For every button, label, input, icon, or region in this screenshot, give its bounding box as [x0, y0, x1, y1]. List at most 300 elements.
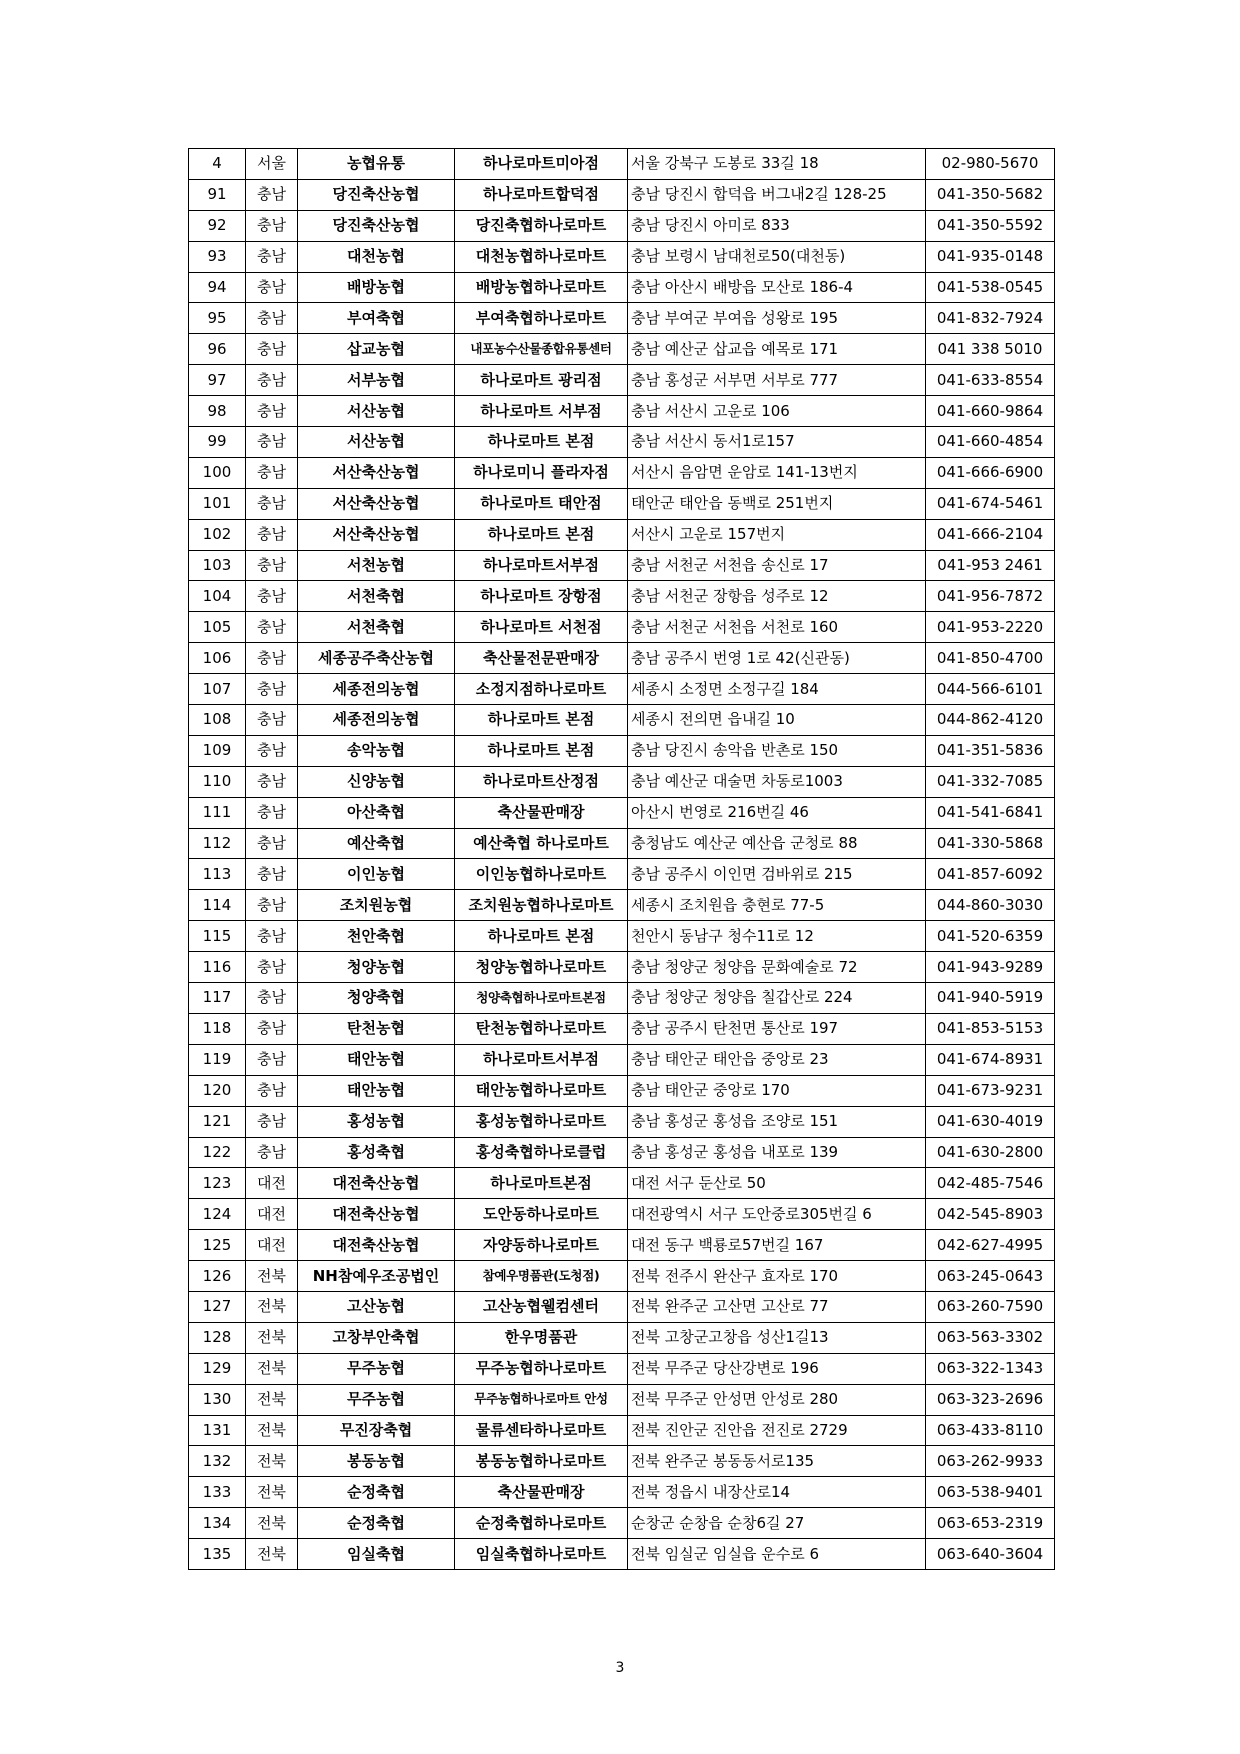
region-cell: 충남: [246, 303, 298, 334]
row-number: 95: [189, 303, 246, 334]
association-cell: 서산축산농협: [298, 519, 455, 550]
address-cell: 세종시 전의면 읍내길 10: [628, 705, 926, 736]
phone-cell: 044-860-3030: [926, 890, 1055, 921]
store-name-cell: 하나로마트 본점: [455, 427, 628, 458]
store-name-cell: 예산축협 하나로마트: [455, 828, 628, 859]
region-cell: 전북: [246, 1508, 298, 1539]
region-cell: 충남: [246, 1137, 298, 1168]
table-row: [189, 519, 1055, 550]
store-name-cell: 당진축협하나로마트: [455, 210, 628, 241]
association-cell: 삽교농협: [298, 334, 455, 365]
store-name-cell: 청양축협하나로마트본점: [455, 983, 628, 1014]
table-row: [189, 952, 1055, 983]
association-cell: 세종전의농협: [298, 674, 455, 705]
region-cell: 충남: [246, 241, 298, 272]
association-cell: 서천축협: [298, 612, 455, 643]
association-cell: 세종전의농협: [298, 705, 455, 736]
store-name-cell: 축산물판매장: [455, 1477, 628, 1508]
phone-cell: 041-350-5592: [926, 210, 1055, 241]
store-name-cell: 자양동하나로마트: [455, 1230, 628, 1261]
address-cell: 전북 완주군 고산면 고산로 77: [628, 1291, 926, 1322]
row-number: 129: [189, 1353, 246, 1384]
address-cell: 충남 공주시 탄천면 통산로 197: [628, 1013, 926, 1044]
table-row: [189, 1322, 1055, 1353]
store-name-cell: 하나로마트 장항점: [455, 581, 628, 612]
table-row: [189, 797, 1055, 828]
association-cell: 서천축협: [298, 581, 455, 612]
store-name-cell: 하나로마트 본점: [455, 705, 628, 736]
row-number: 97: [189, 365, 246, 396]
page-number: 3: [615, 1660, 625, 1676]
row-number: 118: [189, 1013, 246, 1044]
table-row: [189, 735, 1055, 766]
table-row: [189, 427, 1055, 458]
region-cell: 충남: [246, 612, 298, 643]
address-cell: 충남 보령시 남대천로50(대천동): [628, 241, 926, 272]
region-cell: 충남: [246, 766, 298, 797]
address-cell: 아산시 번영로 216번길 46: [628, 797, 926, 828]
store-name-cell: 홍성농협하나로마트: [455, 1106, 628, 1137]
table-row: [189, 643, 1055, 674]
association-cell: 서천농협: [298, 550, 455, 581]
table-row: [189, 1199, 1055, 1230]
table-row: [189, 1446, 1055, 1477]
phone-cell: 02-980-5670: [926, 149, 1055, 180]
store-name-cell: 하나로마트미아점: [455, 149, 628, 180]
table-row: [189, 1384, 1055, 1415]
table-row: [189, 581, 1055, 612]
row-number: 110: [189, 766, 246, 797]
phone-cell: 041-674-8931: [926, 1044, 1055, 1075]
region-cell: 전북: [246, 1415, 298, 1446]
phone-cell: 063-245-0643: [926, 1261, 1055, 1292]
address-cell: 충남 홍성군 홍성읍 조양로 151: [628, 1106, 926, 1137]
address-cell: 충남 태안군 중앙로 170: [628, 1075, 926, 1106]
store-name-cell: 소정지점하나로마트: [455, 674, 628, 705]
store-name-cell: 조치원농협하나로마트: [455, 890, 628, 921]
phone-cell: 041-943-9289: [926, 952, 1055, 983]
store-name-cell: 하나로미니 플라자점: [455, 457, 628, 488]
row-number: 130: [189, 1384, 246, 1415]
phone-cell: 063-260-7590: [926, 1291, 1055, 1322]
table-row: [189, 859, 1055, 890]
association-cell: 대전축산농협: [298, 1168, 455, 1199]
address-cell: 세종시 조치원읍 충현로 77-5: [628, 890, 926, 921]
table-row: [189, 1415, 1055, 1446]
phone-cell: 041-350-5682: [926, 179, 1055, 210]
association-cell: 세종공주축산농협: [298, 643, 455, 674]
address-cell: 대전 서구 둔산로 50: [628, 1168, 926, 1199]
phone-cell: 041-956-7872: [926, 581, 1055, 612]
region-cell: 전북: [246, 1261, 298, 1292]
region-cell: 충남: [246, 1044, 298, 1075]
row-number: 131: [189, 1415, 246, 1446]
row-number: 96: [189, 334, 246, 365]
association-cell: 홍성축협: [298, 1137, 455, 1168]
association-cell: 고산농협: [298, 1291, 455, 1322]
address-cell: 충남 당진시 송악읍 반촌로 150: [628, 735, 926, 766]
store-name-cell: 물류센타하나로마트: [455, 1415, 628, 1446]
row-number: 109: [189, 735, 246, 766]
association-cell: 당진축산농협: [298, 179, 455, 210]
table-row: [189, 1539, 1055, 1570]
region-cell: 충남: [246, 457, 298, 488]
row-number: 117: [189, 983, 246, 1014]
region-cell: 전북: [246, 1322, 298, 1353]
phone-cell: 041-832-7924: [926, 303, 1055, 334]
store-name-cell: 하나로마트 서부점: [455, 396, 628, 427]
address-cell: 전북 무주군 당산강변로 196: [628, 1353, 926, 1384]
store-name-cell: 봉동농협하나로마트: [455, 1446, 628, 1477]
row-number: 123: [189, 1168, 246, 1199]
region-cell: 충남: [246, 797, 298, 828]
store-name-cell: 부여축협하나로마트: [455, 303, 628, 334]
store-name-cell: 하나로마트 본점: [455, 921, 628, 952]
phone-cell: 041-630-2800: [926, 1137, 1055, 1168]
phone-cell: 041-940-5919: [926, 983, 1055, 1014]
phone-cell: 041 338 5010: [926, 334, 1055, 365]
phone-cell: 063-640-3604: [926, 1539, 1055, 1570]
association-cell: 농협유통: [298, 149, 455, 180]
address-cell: 충남 태안군 태안읍 중앙로 23: [628, 1044, 926, 1075]
store-name-cell: 이인농협하나로마트: [455, 859, 628, 890]
store-name-cell: 하나로마트 본점: [455, 735, 628, 766]
row-number: 114: [189, 890, 246, 921]
row-number: 112: [189, 828, 246, 859]
region-cell: 충남: [246, 1013, 298, 1044]
region-cell: 충남: [246, 581, 298, 612]
phone-cell: 041-850-4700: [926, 643, 1055, 674]
row-number: 122: [189, 1137, 246, 1168]
row-number: 121: [189, 1106, 246, 1137]
region-cell: 충남: [246, 983, 298, 1014]
address-cell: 전북 전주시 완산구 효자로 170: [628, 1261, 926, 1292]
region-cell: 충남: [246, 1106, 298, 1137]
row-number: 103: [189, 550, 246, 581]
row-number: 91: [189, 179, 246, 210]
address-cell: 서산시 고운로 157번지: [628, 519, 926, 550]
address-cell: 전북 무주군 안성면 안성로 280: [628, 1384, 926, 1415]
association-cell: 무진장축협: [298, 1415, 455, 1446]
row-number: 4: [189, 149, 246, 180]
phone-cell: 041-674-5461: [926, 488, 1055, 519]
association-cell: 아산축협: [298, 797, 455, 828]
address-cell: 충남 청양군 청양읍 문화예술로 72: [628, 952, 926, 983]
table-row: [189, 983, 1055, 1014]
phone-cell: 041-541-6841: [926, 797, 1055, 828]
address-cell: 충남 부여군 부여읍 성왕로 195: [628, 303, 926, 334]
association-cell: 천안축협: [298, 921, 455, 952]
phone-cell: 044-566-6101: [926, 674, 1055, 705]
region-cell: 충남: [246, 365, 298, 396]
table-row: [189, 303, 1055, 334]
region-cell: 충남: [246, 210, 298, 241]
address-cell: 충남 서천군 서천읍 송신로 17: [628, 550, 926, 581]
association-cell: 예산축협: [298, 828, 455, 859]
association-cell: 순정축협: [298, 1508, 455, 1539]
address-cell: 충남 청양군 청양읍 칠갑산로 224: [628, 983, 926, 1014]
address-cell: 전북 완주군 봉동동서로135: [628, 1446, 926, 1477]
address-cell: 충남 당진시 합덕읍 버그내2길 128-25: [628, 179, 926, 210]
address-cell: 충남 서천군 장항읍 성주로 12: [628, 581, 926, 612]
store-name-cell: 하나로마트 광리점: [455, 365, 628, 396]
phone-cell: 063-323-2696: [926, 1384, 1055, 1415]
row-number: 115: [189, 921, 246, 952]
phone-cell: 041-633-8554: [926, 365, 1055, 396]
table-row: [189, 1075, 1055, 1106]
association-cell: 배방농협: [298, 272, 455, 303]
region-cell: 충남: [246, 952, 298, 983]
association-cell: 당진축산농협: [298, 210, 455, 241]
table-row: [189, 1168, 1055, 1199]
region-cell: 충남: [246, 519, 298, 550]
table-row: [189, 1508, 1055, 1539]
table-row: [189, 921, 1055, 952]
association-cell: 신양농협: [298, 766, 455, 797]
phone-cell: 063-563-3302: [926, 1322, 1055, 1353]
row-number: 92: [189, 210, 246, 241]
address-cell: 순창군 순창읍 순창6길 27: [628, 1508, 926, 1539]
store-name-cell: 무주농협하나로마트 안성: [455, 1384, 628, 1415]
row-number: 100: [189, 457, 246, 488]
phone-cell: 044-862-4120: [926, 705, 1055, 736]
row-number: 99: [189, 427, 246, 458]
store-name-cell: 무주농협하나로마트: [455, 1353, 628, 1384]
association-cell: 탄천농협: [298, 1013, 455, 1044]
row-number: 124: [189, 1199, 246, 1230]
row-number: 102: [189, 519, 246, 550]
association-cell: 태안농협: [298, 1075, 455, 1106]
association-cell: 이인농협: [298, 859, 455, 890]
address-cell: 충남 서천군 서천읍 서천로 160: [628, 612, 926, 643]
phone-cell: 042-545-8903: [926, 1199, 1055, 1230]
table-row: [189, 1106, 1055, 1137]
association-cell: 부여축협: [298, 303, 455, 334]
row-number: 116: [189, 952, 246, 983]
table-row: [189, 766, 1055, 797]
address-cell: 세종시 소정면 소정구길 184: [628, 674, 926, 705]
address-cell: 충남 공주시 이인면 검바위로 215: [628, 859, 926, 890]
store-name-cell: 고산농협웰컴센터: [455, 1291, 628, 1322]
row-number: 133: [189, 1477, 246, 1508]
region-cell: 충남: [246, 643, 298, 674]
region-cell: 충남: [246, 334, 298, 365]
phone-cell: 042-627-4995: [926, 1230, 1055, 1261]
row-number: 107: [189, 674, 246, 705]
association-cell: 대전축산농협: [298, 1230, 455, 1261]
address-cell: 전북 정읍시 내장산로14: [628, 1477, 926, 1508]
table-row: [189, 890, 1055, 921]
association-cell: 서산농협: [298, 427, 455, 458]
address-cell: 서울 강북구 도봉로 33길 18: [628, 149, 926, 180]
table-row: [189, 457, 1055, 488]
row-number: 119: [189, 1044, 246, 1075]
row-number: 93: [189, 241, 246, 272]
row-number: 128: [189, 1322, 246, 1353]
row-number: 111: [189, 797, 246, 828]
phone-cell: 041-666-6900: [926, 457, 1055, 488]
store-name-cell: 하나로마트 서천점: [455, 612, 628, 643]
address-cell: 충남 공주시 번영 1로 42(신관동): [628, 643, 926, 674]
address-cell: 충남 홍성군 서부면 서부로 777: [628, 365, 926, 396]
store-name-cell: 홍성축협하나로클럽: [455, 1137, 628, 1168]
region-cell: 충남: [246, 488, 298, 519]
store-name-cell: 대천농협하나로마트: [455, 241, 628, 272]
table-row: [189, 1353, 1055, 1384]
phone-cell: 063-262-9933: [926, 1446, 1055, 1477]
table-row: [189, 210, 1055, 241]
association-cell: 서산축산농협: [298, 488, 455, 519]
row-number: 108: [189, 705, 246, 736]
phone-cell: 041-666-2104: [926, 519, 1055, 550]
region-cell: 전북: [246, 1446, 298, 1477]
phone-cell: 041-660-9864: [926, 396, 1055, 427]
store-name-cell: 하나로마트본점: [455, 1168, 628, 1199]
association-cell: 서부농협: [298, 365, 455, 396]
association-cell: 봉동농협: [298, 1446, 455, 1477]
store-name-cell: 임실축협하나로마트: [455, 1539, 628, 1570]
association-cell: 조치원농협: [298, 890, 455, 921]
store-name-cell: 하나로마트산정점: [455, 766, 628, 797]
region-cell: 전북: [246, 1539, 298, 1570]
phone-cell: 041-330-5868: [926, 828, 1055, 859]
row-number: 105: [189, 612, 246, 643]
address-cell: 충남 서산시 동서1로157: [628, 427, 926, 458]
row-number: 125: [189, 1230, 246, 1261]
address-cell: 천안시 동남구 청수11로 12: [628, 921, 926, 952]
phone-cell: 042-485-7546: [926, 1168, 1055, 1199]
address-cell: 전북 임실군 임실읍 운수로 6: [628, 1539, 926, 1570]
association-cell: NH참예우조공법인: [298, 1261, 455, 1292]
association-cell: 홍성농협: [298, 1106, 455, 1137]
row-number: 98: [189, 396, 246, 427]
address-cell: 충남 홍성군 홍성읍 내포로 139: [628, 1137, 926, 1168]
address-cell: 서산시 음암면 운암로 141-13번지: [628, 457, 926, 488]
table-row: [189, 396, 1055, 427]
region-cell: 전북: [246, 1353, 298, 1384]
phone-cell: 041-953-2220: [926, 612, 1055, 643]
address-cell: 충남 아산시 배방읍 모산로 186-4: [628, 272, 926, 303]
address-cell: 충남 예산군 삽교읍 예목로 171: [628, 334, 926, 365]
phone-cell: 041-935-0148: [926, 241, 1055, 272]
phone-cell: 041-538-0545: [926, 272, 1055, 303]
association-cell: 대전축산농협: [298, 1199, 455, 1230]
row-number: 113: [189, 859, 246, 890]
address-cell: 대전 동구 백룡로57번길 167: [628, 1230, 926, 1261]
association-cell: 순정축협: [298, 1477, 455, 1508]
region-cell: 충남: [246, 550, 298, 581]
phone-cell: 063-538-9401: [926, 1477, 1055, 1508]
region-cell: 대전: [246, 1168, 298, 1199]
region-cell: 충남: [246, 674, 298, 705]
phone-cell: 041-953 2461: [926, 550, 1055, 581]
region-cell: 전북: [246, 1384, 298, 1415]
region-cell: 대전: [246, 1230, 298, 1261]
address-cell: 전북 진안군 진안읍 전진로 2729: [628, 1415, 926, 1446]
region-cell: 충남: [246, 828, 298, 859]
table-row: [189, 241, 1055, 272]
address-cell: 대전광역시 서구 도안중로305번길 6: [628, 1199, 926, 1230]
region-cell: 대전: [246, 1199, 298, 1230]
association-cell: 청양농협: [298, 952, 455, 983]
address-cell: 충남 서산시 고운로 106: [628, 396, 926, 427]
phone-cell: 041-853-5153: [926, 1013, 1055, 1044]
store-name-cell: 축산물전문판매장: [455, 643, 628, 674]
store-name-cell: 태안농협하나로마트: [455, 1075, 628, 1106]
region-cell: 충남: [246, 890, 298, 921]
row-number: 127: [189, 1291, 246, 1322]
region-cell: 충남: [246, 272, 298, 303]
address-cell: 충남 예산군 대술면 차동로1003: [628, 766, 926, 797]
store-table: [188, 148, 1055, 1570]
store-name-cell: 도안동하나로마트: [455, 1199, 628, 1230]
region-cell: 전북: [246, 1291, 298, 1322]
table-row: [189, 612, 1055, 643]
table-row: [189, 334, 1055, 365]
table-row: [189, 828, 1055, 859]
store-name-cell: 하나로마트합덕점: [455, 179, 628, 210]
table-row: [189, 272, 1055, 303]
table-row: [189, 550, 1055, 581]
table-row: [189, 149, 1055, 180]
row-number: 106: [189, 643, 246, 674]
store-name-cell: 탄천농협하나로마트: [455, 1013, 628, 1044]
region-cell: 충남: [246, 179, 298, 210]
phone-cell: 063-653-2319: [926, 1508, 1055, 1539]
region-cell: 충남: [246, 735, 298, 766]
table-row: [189, 705, 1055, 736]
address-cell: 충청남도 예산군 예산읍 군청로 88: [628, 828, 926, 859]
store-name-cell: 순정축협하나로마트: [455, 1508, 628, 1539]
store-name-cell: 하나로마트 본점: [455, 519, 628, 550]
store-name-cell: 한우명품관: [455, 1322, 628, 1353]
phone-cell: 063-433-8110: [926, 1415, 1055, 1446]
store-name-cell: 축산물판매장: [455, 797, 628, 828]
table-row: [189, 1261, 1055, 1292]
table-row: [189, 1044, 1055, 1075]
store-name-cell: 청양농협하나로마트: [455, 952, 628, 983]
store-name-cell: 하나로마트 태안점: [455, 488, 628, 519]
association-cell: 대천농협: [298, 241, 455, 272]
region-cell: 충남: [246, 705, 298, 736]
row-number: 120: [189, 1075, 246, 1106]
phone-cell: 063-322-1343: [926, 1353, 1055, 1384]
table-row: [189, 1291, 1055, 1322]
association-cell: 서산농협: [298, 396, 455, 427]
store-name-cell: 내포농수산물종합유통센터: [455, 334, 628, 365]
row-number: 135: [189, 1539, 246, 1570]
table-body: [189, 149, 1055, 1570]
phone-cell: 041-520-6359: [926, 921, 1055, 952]
phone-cell: 041-673-9231: [926, 1075, 1055, 1106]
region-cell: 서울: [246, 149, 298, 180]
table-row: [189, 1013, 1055, 1044]
table-row: [189, 1477, 1055, 1508]
row-number: 134: [189, 1508, 246, 1539]
association-cell: 임실축협: [298, 1539, 455, 1570]
row-number: 126: [189, 1261, 246, 1292]
region-cell: 충남: [246, 427, 298, 458]
phone-cell: 041-660-4854: [926, 427, 1055, 458]
region-cell: 충남: [246, 396, 298, 427]
table-row: [189, 488, 1055, 519]
phone-cell: 041-857-6092: [926, 859, 1055, 890]
association-cell: 무주농협: [298, 1353, 455, 1384]
row-number: 132: [189, 1446, 246, 1477]
address-cell: 태안군 태안읍 동백로 251번지: [628, 488, 926, 519]
table-row: [189, 1137, 1055, 1168]
row-number: 104: [189, 581, 246, 612]
